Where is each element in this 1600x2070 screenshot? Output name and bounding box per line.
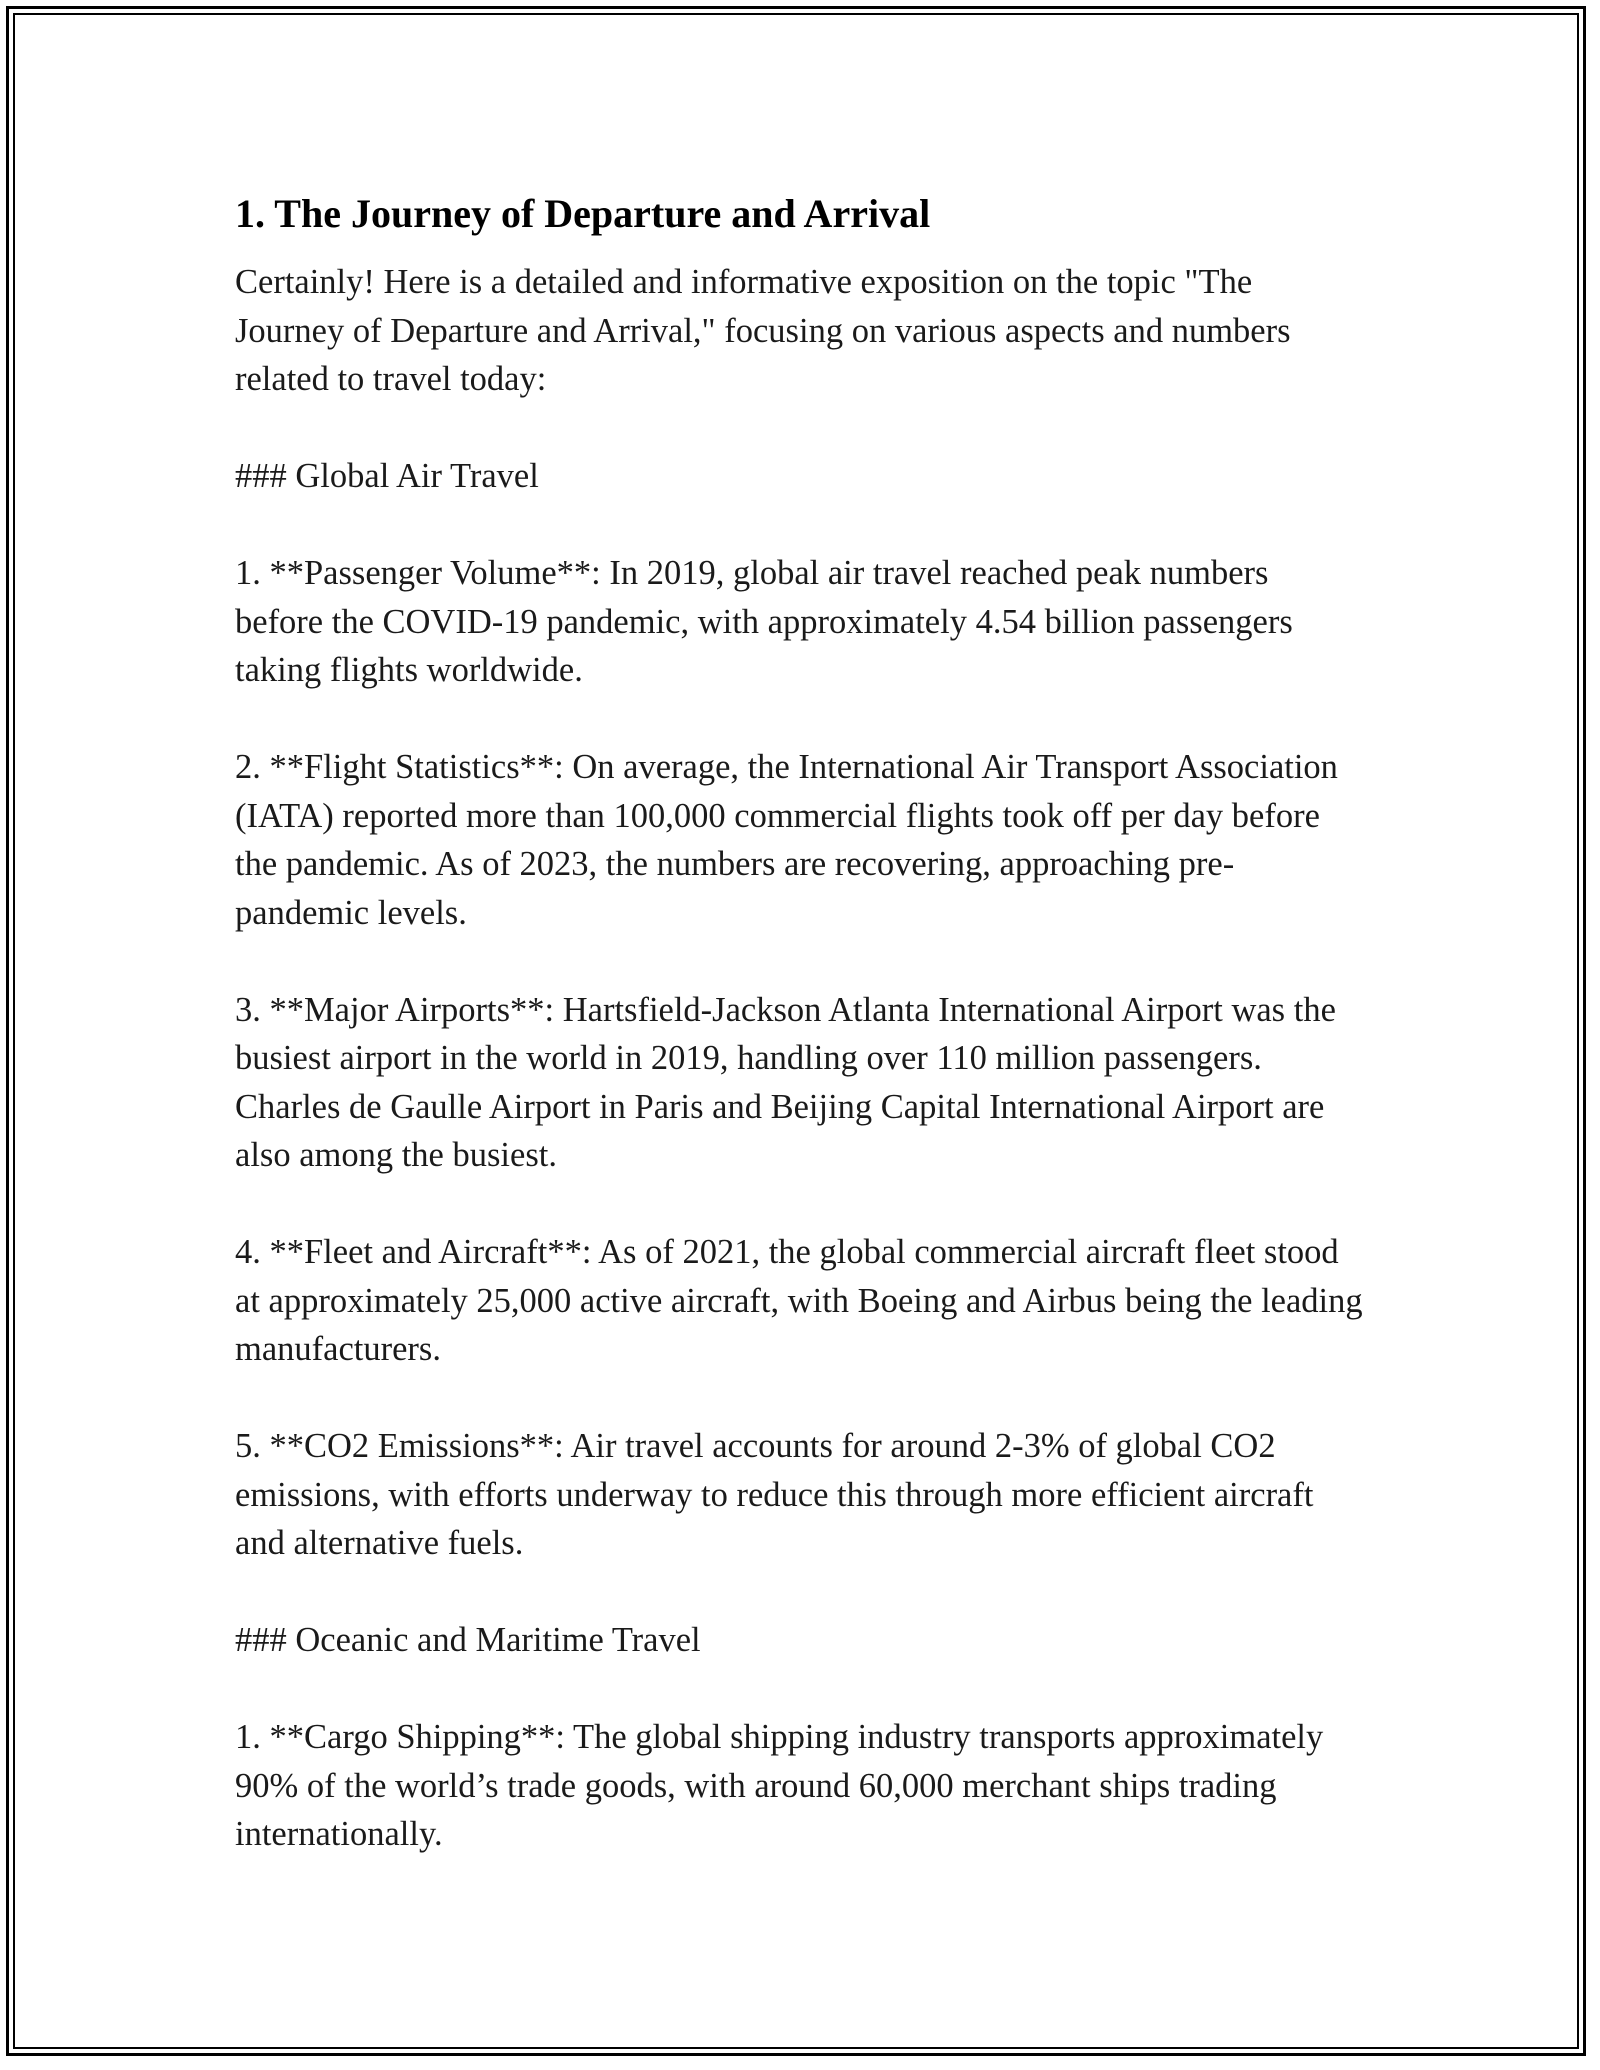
intro-paragraph: Certainly! Here is a detailed and informative exposition on the topic "The Journey of Departure and Arrival," focusing on various aspects and numbers related to travel today:	[235, 263, 1291, 398]
list-item-major-airports: 3. **Major Airports**: Hartsfield-Jackson Atlanta International Airport was the busiest airport in the world in 2019, handling over 110 million passengers. Charles de Gaulle Airport in Paris and Beijing Capital International Airport are also among the busiest.	[235, 990, 1336, 1174]
section-heading-oceanic-maritime-travel: ### Oceanic and Maritime Travel	[235, 1621, 701, 1659]
list-item-flight-statistics: 2. **Flight Statistics**: On average, the International Air Transport Association (IATA) reported more than 100,000 commercial flights took off per day before the pandemic. As of 2023, the numbers are recovering, approaching pre-pandemic levels.	[235, 748, 1338, 932]
list-item-co2-emissions: 5. **CO2 Emissions**: Air travel accounts for around 2-3% of global CO2 emissions, with efforts underway to reduce this through more efficient aircraft and alternative fuels.	[235, 1427, 1314, 1562]
list-item-fleet-and-aircraft: 4. **Fleet and Aircraft**: As of 2021, the global commercial aircraft fleet stood at approximately 25,000 active aircraft, with Boeing and Airbus being the leading manufacturers.	[235, 1233, 1363, 1368]
document-body	[235, 182, 1365, 1907]
section-heading-global-air-travel: ### Global Air Travel	[235, 457, 539, 495]
list-item-cargo-shipping: 1. **Cargo Shipping**: The global shipping industry transports approximately 90% of the world’s trade goods, with around 60,000 merchant ships trading internationally.	[235, 1718, 1324, 1853]
list-item-passenger-volume: 1. **Passenger Volume**: In 2019, global air travel reached peak numbers before the COVID-19 pandemic, with approximately 4.54 billion passengers taking flights worldwide.	[235, 554, 1293, 689]
document-title: 1. The Journey of Departure and Arrival	[235, 191, 931, 236]
